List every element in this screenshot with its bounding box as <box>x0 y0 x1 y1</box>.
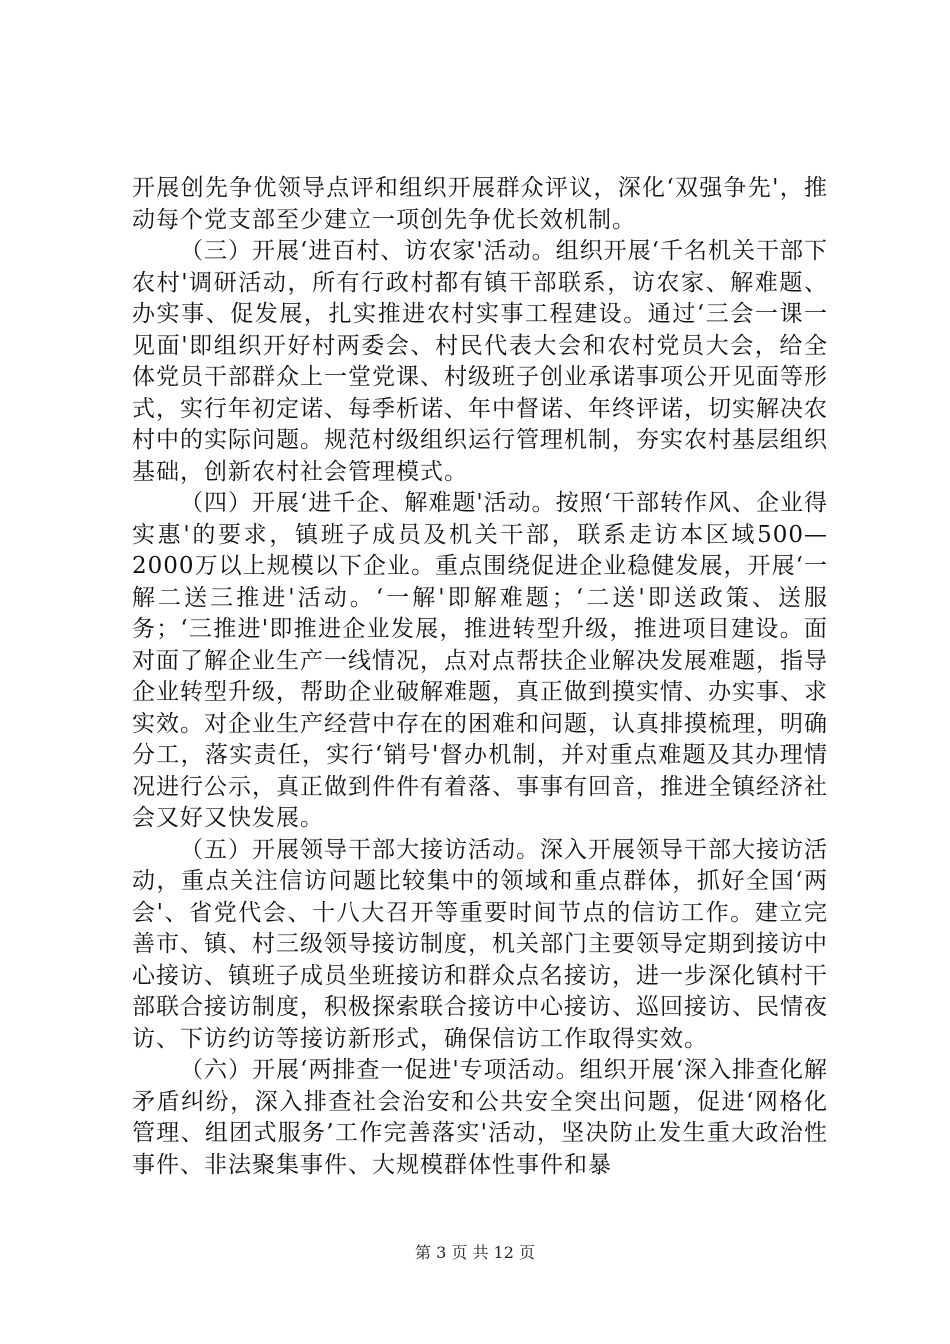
document-body <box>132 173 828 1181</box>
paragraph-section-three: （三）开展‘进百村、访农家'活动。组织开展‘千名机关干部下农村'调研活动，所有行政村都有镇干部联系，访农家、解难题、办实事、促发展，扎实推进农村实事工程建设。通过‘三会一课一见面'即组织开好村两委会、村民代表大会和农村党员大会，给全体党员干部群众上一堂党课、村级班子创业承诺事项公开见面等形式，实行年初定诺、每季析诺、年中督诺、年终评诺，切实解决农村中的实际问题。规范村级组织运行管理机制，夯实农村基层组织基础，创新农村社会管理模式。 <box>132 238 828 485</box>
paragraph-section-five: （五）开展领导干部大接访活动。深入开展领导干部大接访活动，重点关注信访问题比较集中的领域和重点群体，抓好全国‘两会'、省党代会、十八大召开等重要时间节点的信访工作。建立完善市、镇、村三级领导接访制度，机关部门主要领导定期到接访中心接访、镇班子成员坐班接访和群众点名接访，进一步深化镇村干部联合接访制度，积极探索联合接访中心接访、巡回接访、民情夜访、下访约访等接访新形式，确保信访工作取得实效。 <box>132 836 828 1052</box>
paragraph-section-six: （六）开展‘两排查一促进'专项活动。组织开展‘深入排查化解矛盾纠纷，深入排查社会治安和公共安全突出问题，促进‘网格化管理、组团式服务’工作完善落实'活动，坚决防止发生重大政治性事件、非法聚集事件、大规模群体性事件和暴 <box>132 1057 828 1178</box>
paragraph-section-four: （四）开展‘进千企、解难题'活动。按照‘干部转作风、企业得实惠'的要求，镇班子成员及机关干部，联系走访本区域500—2000万以上规模以下企业。重点围绕促进企业稳健发展，开展‘一解二送三推进'活动。‘一解'即解难题；‘二送'即送政策、送服务；‘三推进'即推进企业发展，推进转型升级，推进项目建设。面对面了解企业生产一线情况，点对点帮扶企业解决发展难题，指导企业转型升级，帮助企业破解难题，真正做到摸实情、办实事、求实效。对企业生产经营中存在的困难和问题，认真排摸梳理，明确分工，落实责任，实行‘销号'督办机制，并对重点难题及其办理情况进行公示，真正做到件件有着落、事事有回音，推进全镇经济社会又好又快发展。 <box>132 490 828 831</box>
paragraph-continuation: 开展创先争优领导点评和组织开展群众评议，深化‘双强争先'，推动每个党支部至少建立一项创先争优长效机制。 <box>132 175 828 233</box>
page-number-footer: 第 3 页 共 12 页 <box>415 1243 535 1262</box>
